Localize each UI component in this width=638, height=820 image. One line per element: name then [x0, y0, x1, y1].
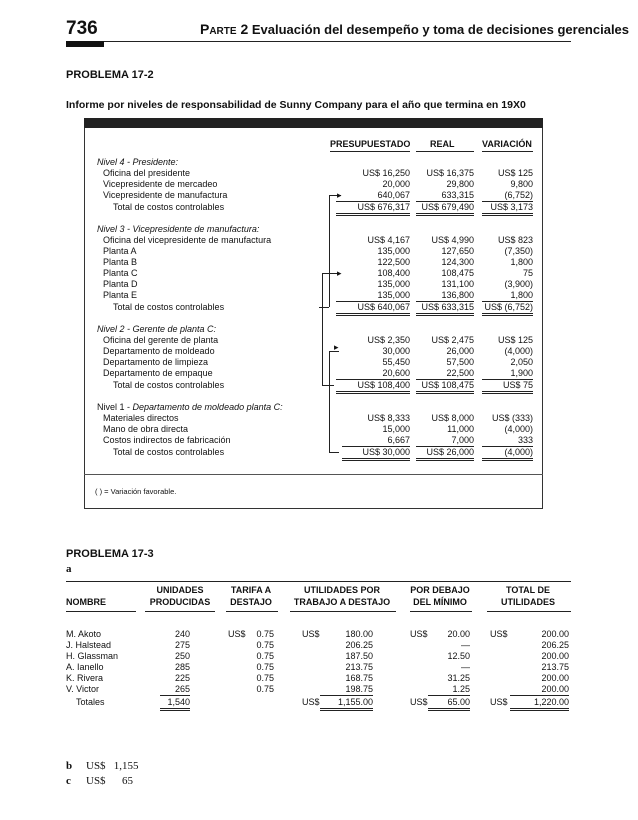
- emp-rate: 0.75: [256, 629, 274, 639]
- row-variance: 1,800: [510, 290, 533, 300]
- totals-profit-cur: US$: [302, 697, 320, 707]
- total-budget: US$ 640,067: [336, 301, 410, 316]
- total-variance: (4,000): [482, 446, 533, 461]
- flow-tick-l2: [322, 385, 334, 386]
- row-budget: 6,667: [387, 435, 410, 445]
- row-variance: 75: [522, 268, 533, 278]
- row-variance: (7,350): [504, 246, 533, 256]
- emp-rate: 0.75: [256, 684, 274, 694]
- row-real: 29,800: [446, 179, 474, 189]
- emp-units: 275: [174, 640, 190, 650]
- th-units-line1: UNIDADES: [156, 585, 204, 595]
- th-rate-line2: DESTAJO: [230, 597, 272, 607]
- col-header-budget: PRESUPUESTADO: [330, 139, 411, 149]
- row-label: Departamento de limpieza: [103, 357, 209, 367]
- chapter-title: Evaluación del desempeño y toma de decisiones gerenciales: [251, 22, 630, 37]
- row-label: Departamento de empaque: [103, 368, 213, 378]
- th-below-line1: POR DEBAJO: [410, 585, 470, 595]
- row-real: US$ 16,375: [426, 168, 474, 178]
- row-variance: 1,900: [510, 368, 533, 378]
- th-underline: [410, 611, 472, 612]
- total-budget: US$ 676,317: [336, 201, 410, 216]
- row-label: Planta E: [103, 290, 138, 300]
- flow-tick-l1: [329, 452, 339, 453]
- row-real: 7,000: [451, 435, 474, 445]
- totals-below: 65.00: [428, 697, 470, 711]
- th-underline: [487, 611, 571, 612]
- row-budget: 20,000: [382, 179, 410, 189]
- total-budget: US$ 30,000: [342, 446, 410, 461]
- report-footnote-divider: [84, 474, 543, 475]
- emp-units: 285: [174, 662, 190, 672]
- row-budget: 30,000: [382, 346, 410, 356]
- emp-profit: 198.75: [320, 684, 373, 696]
- total-real: US$ 108,475: [416, 379, 474, 394]
- emp-total: 200.00: [541, 651, 569, 661]
- total-variance: US$ 3,173: [482, 201, 533, 216]
- problem-17-2-heading: PROBLEMA 17-2: [66, 69, 154, 81]
- th-total-line2: UTILIDADES: [501, 597, 555, 607]
- total-label: Total de costos controlables: [113, 202, 225, 212]
- row-label: Oficina del presidente: [103, 168, 191, 178]
- row-label: Costos indirectos de fabricación: [103, 435, 231, 445]
- page-number: 736: [66, 18, 98, 39]
- emp-units: 225: [174, 673, 190, 683]
- report-subtitle: Informe por niveles de responsabilidad de Sunny Company para el año que termina en 19X0: [66, 99, 526, 111]
- level-title: Nivel 3 - Vicepresidente de manufactura:: [97, 224, 260, 234]
- row-real: 22,500: [446, 368, 474, 378]
- th-underline: [226, 611, 278, 612]
- row-budget: US$ 2,350: [367, 335, 410, 345]
- row-label: Oficina del vicepresidente de manufactura: [103, 235, 272, 245]
- level-title-prefix: Nivel 1 -: [97, 402, 133, 412]
- row-variance: 333: [517, 435, 533, 445]
- total-variance: US$ 75: [482, 379, 533, 394]
- row-variance: US$ 823: [497, 235, 533, 245]
- level-title-text: Departamento de moldeado planta C:: [132, 402, 283, 412]
- part-a-label: a: [66, 563, 72, 575]
- emp-below: 1.25: [428, 684, 470, 696]
- th-units: [143, 584, 217, 608]
- table-top-rule: [66, 581, 571, 582]
- col-header-variance: VARIACIÓN: [482, 139, 532, 149]
- emp-name: V. Victor: [66, 684, 100, 694]
- row-variance: (4,000): [504, 424, 533, 434]
- row-real: 633,315: [441, 190, 474, 200]
- emp-name: A. Ianello: [66, 662, 104, 672]
- row-real: US$ 4,990: [431, 235, 474, 245]
- row-budget: US$ 16,250: [362, 168, 410, 178]
- th-rate: [224, 584, 278, 608]
- row-variance: 1,800: [510, 257, 533, 267]
- emp-below: —: [461, 640, 470, 650]
- arrowhead-icon: ▸: [337, 190, 342, 200]
- row-variance: US$ 125: [497, 168, 533, 178]
- th-total: [485, 584, 571, 608]
- level-title: Nivel 4 - Presidente:: [97, 157, 179, 167]
- total-real: US$ 633,315: [416, 301, 474, 316]
- th-name: NOMBRE: [66, 597, 106, 607]
- row-label: Departamento de moldeado: [103, 346, 215, 356]
- th-underline: [290, 611, 396, 612]
- row-variance: 2,050: [510, 357, 533, 367]
- row-variance: (6,752): [504, 190, 533, 200]
- col-header-underline: [330, 151, 410, 152]
- row-budget: 135,000: [377, 246, 410, 256]
- total-real: US$ 26,000: [416, 446, 474, 461]
- row-variance: (4,000): [504, 346, 533, 356]
- emp-below: 20.00: [447, 629, 470, 639]
- row-budget: 640,067: [377, 190, 410, 200]
- row-label: Planta A: [103, 246, 137, 256]
- row-label: Vicepresidente de manufactura: [103, 190, 228, 200]
- totals-profit: 1,155.00: [320, 697, 373, 711]
- row-real: 124,300: [441, 257, 474, 267]
- th-rate-line1: TARIFA A: [230, 585, 272, 595]
- row-budget: US$ 8,333: [367, 413, 410, 423]
- emp-total: 206.25: [541, 640, 569, 650]
- arrowhead-icon: ▸: [337, 268, 342, 278]
- answer-b-value: US$ 1,155: [86, 760, 139, 772]
- row-real: 136,800: [441, 290, 474, 300]
- answer-c-letter: c: [66, 775, 71, 787]
- emp-name: M. Akoto: [66, 629, 102, 639]
- answer-c-value: US$ 65: [86, 775, 134, 787]
- emp-total: 200.00: [541, 673, 569, 683]
- row-real: 131,100: [441, 279, 474, 289]
- th-underline: [66, 611, 136, 612]
- emp-total: 200.00: [541, 629, 569, 639]
- emp-total: 200.00: [510, 684, 569, 696]
- row-real: 57,500: [446, 357, 474, 367]
- row-budget: 55,450: [382, 357, 410, 367]
- totals-units: 1,540: [160, 697, 190, 711]
- answer-b-letter: b: [66, 760, 73, 772]
- emp-profit: 206.25: [345, 640, 373, 650]
- emp-below: —: [461, 662, 470, 672]
- row-label: Vicepresidente de mercadeo: [103, 179, 218, 189]
- arrowhead-icon: ▸: [334, 342, 339, 352]
- row-budget: 20,600: [382, 368, 410, 378]
- emp-profit: 168.75: [345, 673, 373, 683]
- row-budget: 122,500: [377, 257, 410, 267]
- row-real: 108,475: [441, 268, 474, 278]
- parte-label: Parte 2: [200, 21, 249, 37]
- emp-units: 265: [160, 684, 190, 696]
- level-title: Nivel 2 - Gerente de planta C:: [97, 324, 217, 334]
- row-variance: 9,800: [510, 179, 533, 189]
- th-below-line2: DEL MÍNIMO: [413, 597, 467, 607]
- emp-profit-cur: US$: [302, 629, 320, 639]
- row-label: Planta B: [103, 257, 138, 267]
- row-real: US$ 2,475: [431, 335, 474, 345]
- th-profit-line2: TRABAJO A DESTAJO: [293, 597, 391, 607]
- total-label: Total de costos controlables: [113, 302, 225, 312]
- flow-line-l3: [329, 195, 330, 307]
- row-label: Materiales directos: [103, 413, 179, 423]
- emp-below: 12.50: [447, 651, 470, 661]
- th-profit-line1: UTILIDADES POR: [303, 585, 380, 595]
- emp-total: 213.75: [541, 662, 569, 672]
- row-label: Planta D: [103, 279, 138, 289]
- totals-total: 1,220.00: [510, 697, 569, 711]
- th-units-line2: PRODUCIDAS: [149, 597, 211, 607]
- emp-rate: 0.75: [256, 640, 274, 650]
- emp-below: 31.25: [447, 673, 470, 683]
- row-budget: 108,400: [377, 268, 410, 278]
- emp-profit: 213.75: [345, 662, 373, 672]
- flow-tick-l3: [319, 307, 329, 308]
- th-below: [408, 584, 472, 608]
- emp-rate: 0.75: [256, 651, 274, 661]
- row-variance: US$ (333): [491, 413, 533, 423]
- row-label: Mano de obra directa: [103, 424, 189, 434]
- total-budget: US$ 108,400: [336, 379, 410, 394]
- emp-units: 250: [174, 651, 190, 661]
- col-header-underline: [482, 151, 533, 152]
- level-title: [97, 402, 283, 413]
- emp-rate-cur: US$: [228, 629, 246, 639]
- row-budget: 15,000: [382, 424, 410, 434]
- row-budget: 135,000: [377, 290, 410, 300]
- row-variance: (3,900): [504, 279, 533, 289]
- totals-label: Totales: [76, 697, 105, 707]
- row-label: Oficina del gerente de planta: [103, 335, 219, 345]
- row-variance: US$ 125: [497, 335, 533, 345]
- total-label: Total de costos controlables: [113, 447, 225, 457]
- emp-rate: 0.75: [256, 673, 274, 683]
- emp-profit: 180.00: [345, 629, 373, 639]
- total-variance: US$ (6,752): [482, 301, 533, 316]
- row-real: 11,000: [447, 424, 474, 434]
- flow-line-l2: [322, 273, 323, 385]
- th-profit: [287, 584, 397, 608]
- problem-17-3-heading: PROBLEMA 17-3: [66, 548, 154, 560]
- emp-name: J. Halstead: [66, 640, 112, 650]
- row-budget: 135,000: [377, 279, 410, 289]
- row-real: US$ 8,000: [431, 413, 474, 423]
- emp-rate: 0.75: [256, 662, 274, 672]
- col-header-underline: [416, 151, 474, 152]
- totals-below-cur: US$: [410, 697, 428, 707]
- row-budget: US$ 4,167: [367, 235, 410, 245]
- emp-name: K. Rivera: [66, 673, 104, 683]
- emp-total-cur: US$: [490, 629, 508, 639]
- flow-line-l1: [329, 351, 330, 452]
- report-top-bar: [84, 118, 543, 128]
- row-real: 127,650: [441, 246, 474, 256]
- header-block: [66, 41, 104, 47]
- running-header: [200, 21, 629, 37]
- header-rule: [66, 41, 571, 42]
- th-underline: [145, 611, 215, 612]
- total-real: US$ 679,490: [416, 201, 474, 216]
- row-label: Planta C: [103, 268, 138, 278]
- emp-name: H. Glassman: [66, 651, 119, 661]
- footnote: ( ) = Variación favorable.: [95, 487, 177, 496]
- emp-units: 240: [174, 629, 190, 639]
- col-header-real: REAL: [430, 139, 455, 149]
- emp-profit: 187.50: [345, 651, 373, 661]
- row-real: 26,000: [446, 346, 474, 356]
- th-total-line1: TOTAL DE: [505, 585, 550, 595]
- emp-below-cur: US$: [410, 629, 428, 639]
- total-label: Total de costos controlables: [113, 380, 225, 390]
- totals-total-cur: US$: [490, 697, 508, 707]
